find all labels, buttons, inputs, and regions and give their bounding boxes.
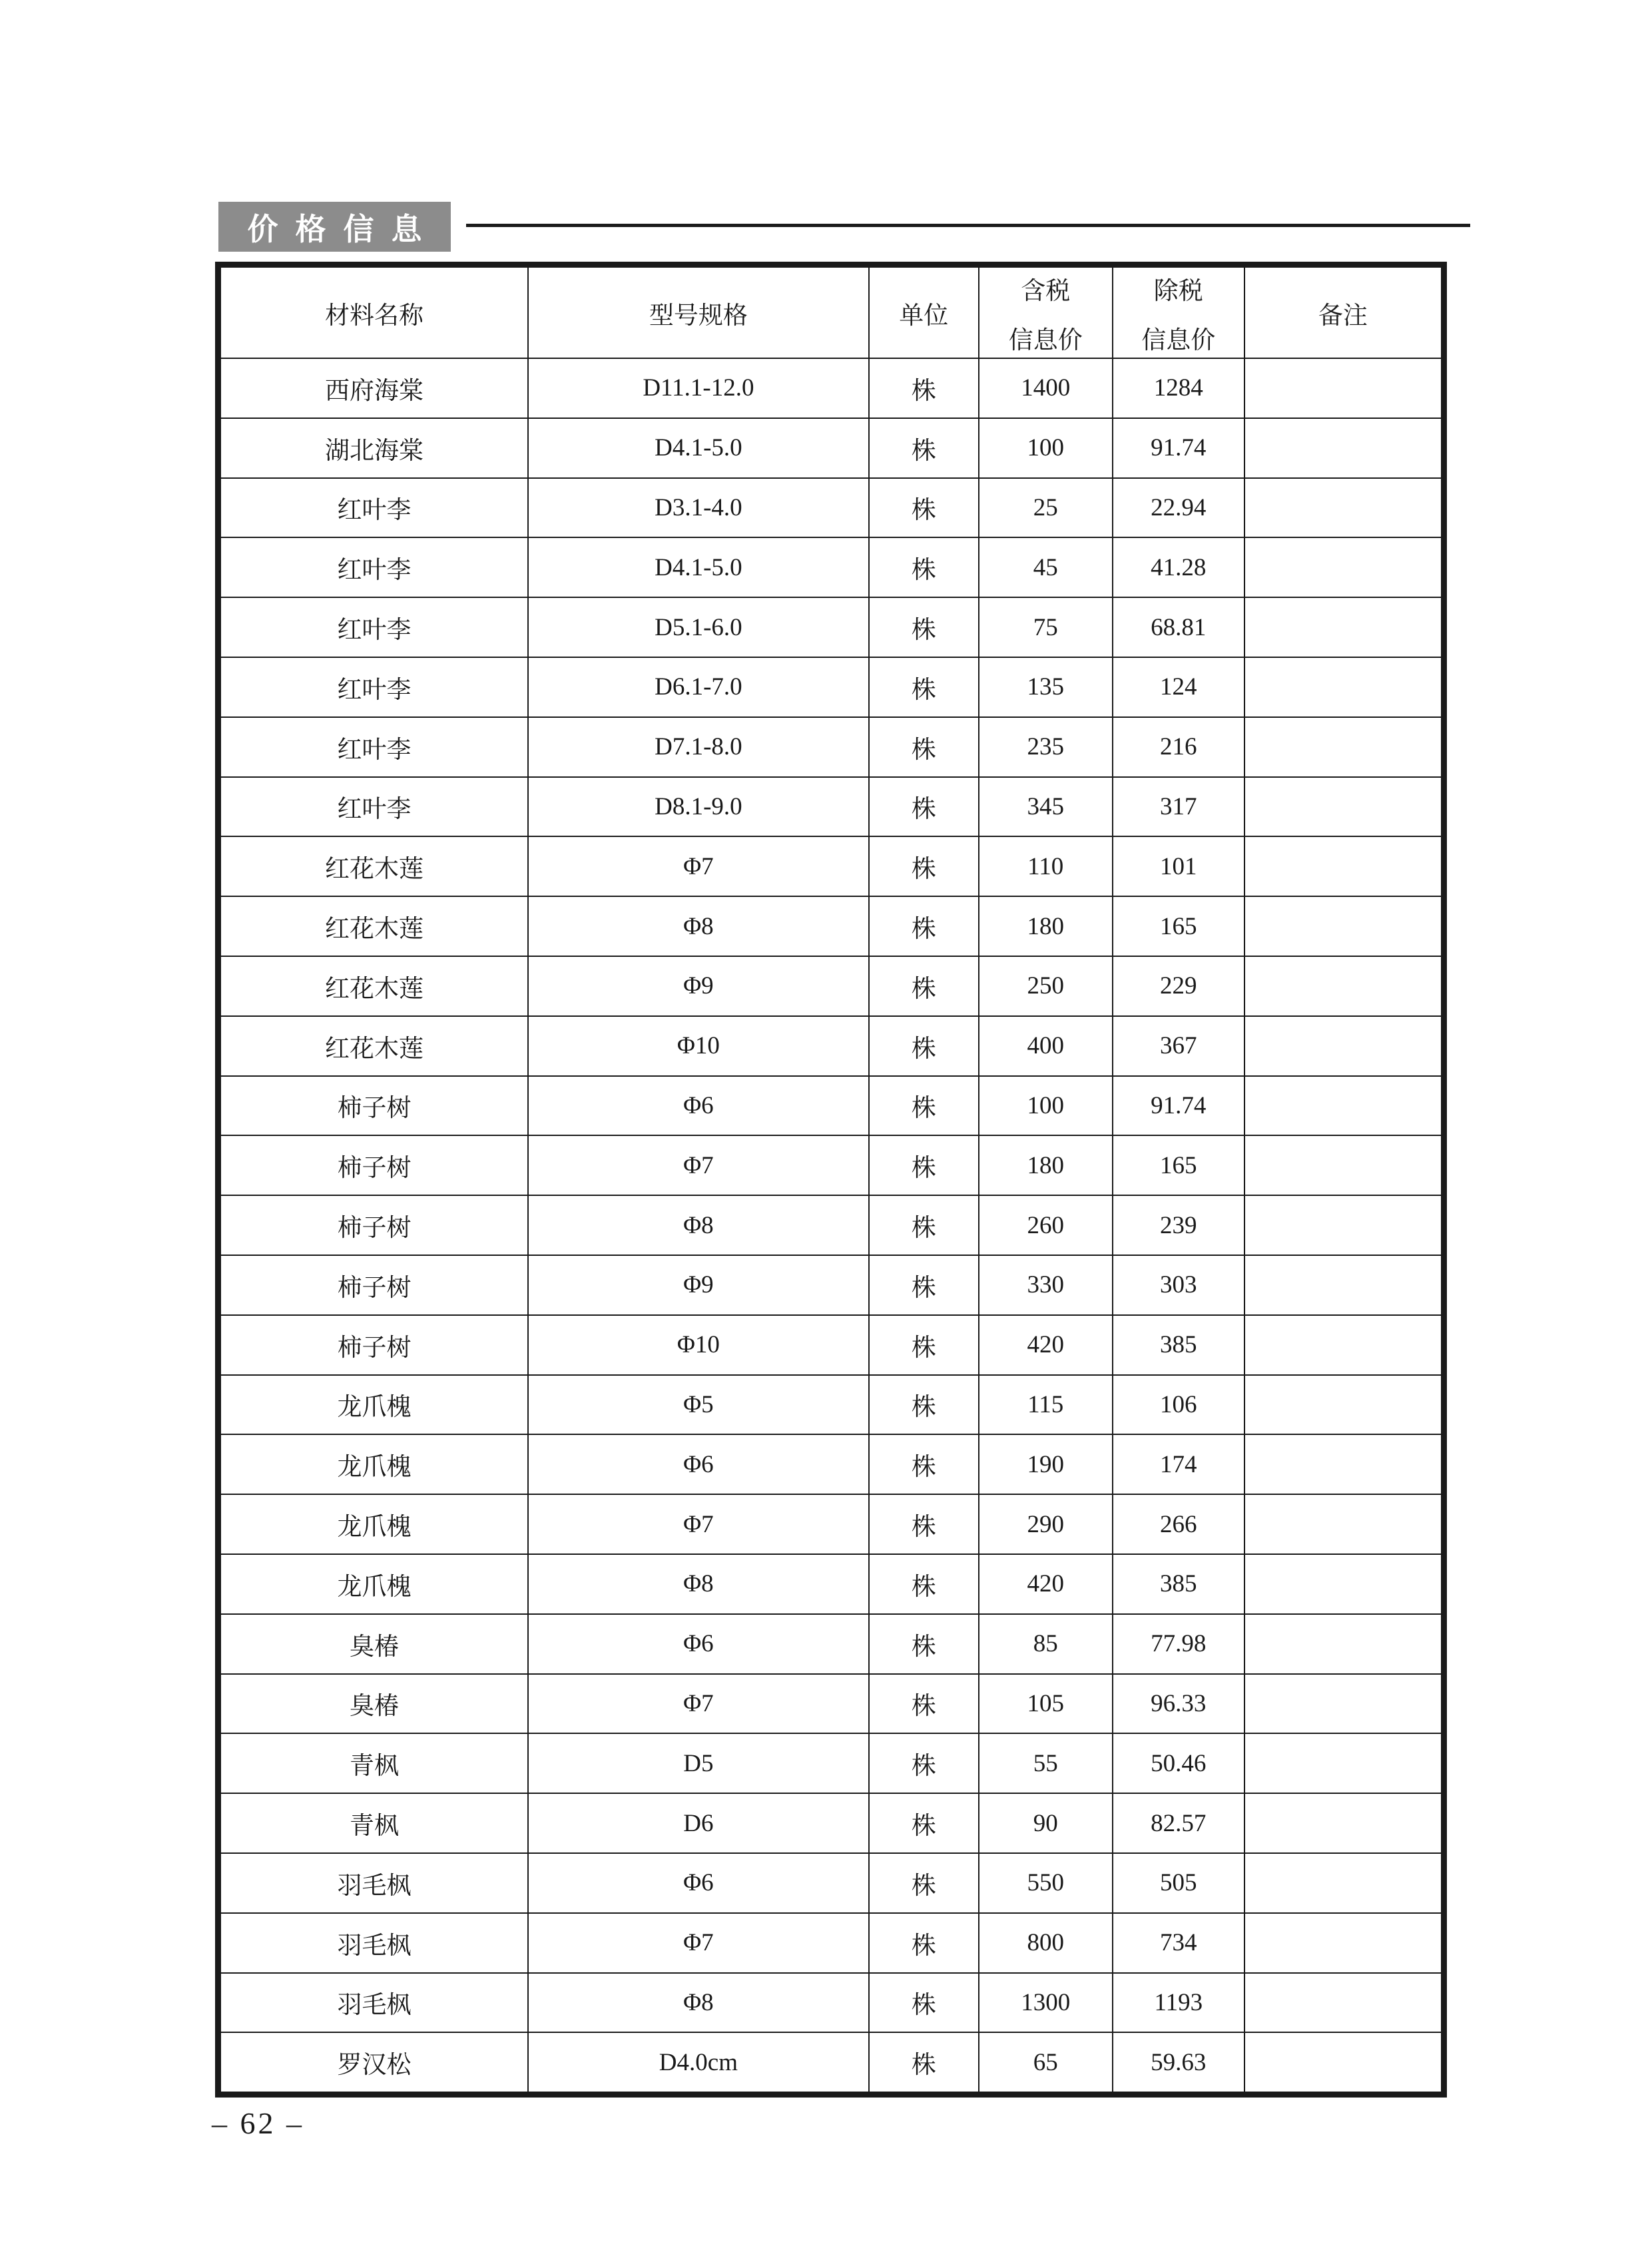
tax-price-cell: 330	[979, 1255, 1113, 1315]
table-row	[218, 478, 1444, 538]
material-cell: 西府海棠	[218, 358, 529, 418]
remark-cell	[1244, 777, 1444, 837]
spec-cell: Φ7	[528, 1674, 869, 1734]
remark-cell	[1244, 597, 1444, 657]
unit-cell: 株	[869, 1016, 979, 1076]
spec-cell: D5	[528, 1733, 869, 1793]
unit-cell: 株	[869, 1195, 979, 1255]
spec-cell: Φ7	[528, 1135, 869, 1195]
material-cell: 青枫	[218, 1793, 529, 1853]
table-row	[218, 358, 1444, 418]
notax-price-cell: 106	[1113, 1375, 1244, 1435]
table-row	[218, 777, 1444, 837]
remark-cell	[1244, 1255, 1444, 1315]
spec-cell: D6.1-7.0	[528, 657, 869, 717]
spec-cell: Φ10	[528, 1315, 869, 1375]
remark-cell	[1244, 1674, 1444, 1734]
material-cell: 红叶李	[218, 597, 529, 657]
material-cell: 红叶李	[218, 717, 529, 777]
spec-cell: D7.1-8.0	[528, 717, 869, 777]
spec-cell: Φ9	[528, 956, 869, 1016]
table-row	[218, 1076, 1444, 1136]
remark-cell	[1244, 1853, 1444, 1913]
spec-cell: D3.1-4.0	[528, 478, 869, 538]
header-unit: 单位	[869, 265, 979, 359]
tax-price-cell: 1300	[979, 1973, 1113, 2033]
material-cell: 龙爪槐	[218, 1554, 529, 1614]
tax-price-cell: 400	[979, 1016, 1113, 1076]
remark-cell	[1244, 657, 1444, 717]
material-cell: 青枫	[218, 1733, 529, 1793]
table-row	[218, 1016, 1444, 1076]
tax-price-cell: 55	[979, 1733, 1113, 1793]
material-cell: 红叶李	[218, 478, 529, 538]
table-body	[218, 358, 1444, 2095]
tax-price-cell: 25	[979, 478, 1113, 538]
spec-cell: Φ8	[528, 1195, 869, 1255]
spec-cell: Φ10	[528, 1016, 869, 1076]
unit-cell: 株	[869, 1554, 979, 1614]
unit-cell: 株	[869, 1614, 979, 1674]
spec-cell: Φ8	[528, 896, 869, 956]
notax-price-cell: 229	[1113, 956, 1244, 1016]
remark-cell	[1244, 1195, 1444, 1255]
tax-price-cell: 190	[979, 1434, 1113, 1494]
material-cell: 柿子树	[218, 1076, 529, 1136]
unit-cell: 株	[869, 717, 979, 777]
remark-cell	[1244, 1016, 1444, 1076]
notax-price-cell: 239	[1113, 1195, 1244, 1255]
notax-price-cell: 59.63	[1113, 2032, 1244, 2094]
remark-cell	[1244, 1554, 1444, 1614]
material-cell: 红花木莲	[218, 1016, 529, 1076]
notax-price-cell: 77.98	[1113, 1614, 1244, 1674]
spec-cell: D8.1-9.0	[528, 777, 869, 837]
tax-price-cell: 135	[979, 657, 1113, 717]
material-cell: 羽毛枫	[218, 1853, 529, 1913]
remark-cell	[1244, 1375, 1444, 1435]
table-row	[218, 657, 1444, 717]
header-spec: 型号规格	[528, 265, 869, 359]
section-title-badge: 价格信息	[218, 202, 451, 252]
table-row	[218, 1315, 1444, 1375]
remark-cell	[1244, 1733, 1444, 1793]
notax-price-cell: 317	[1113, 777, 1244, 837]
material-cell: 红花木莲	[218, 896, 529, 956]
notax-price-cell: 22.94	[1113, 478, 1244, 538]
tax-price-cell: 75	[979, 597, 1113, 657]
remark-cell	[1244, 537, 1444, 597]
tax-price-cell: 100	[979, 1076, 1113, 1136]
tax-price-cell: 345	[979, 777, 1113, 837]
tax-price-cell: 180	[979, 896, 1113, 956]
unit-cell: 株	[869, 1674, 979, 1734]
table-row	[218, 1554, 1444, 1614]
remark-cell	[1244, 478, 1444, 538]
notax-price-cell: 734	[1113, 1913, 1244, 1973]
tax-price-cell: 1400	[979, 358, 1113, 418]
table-row	[218, 537, 1444, 597]
unit-cell: 株	[869, 1076, 979, 1136]
unit-cell: 株	[869, 1853, 979, 1913]
material-cell: 臭椿	[218, 1674, 529, 1734]
spec-cell: Φ7	[528, 1494, 869, 1554]
tax-price-cell: 105	[979, 1674, 1113, 1734]
unit-cell: 株	[869, 478, 979, 538]
table-row	[218, 1494, 1444, 1554]
header-remark: 备注	[1244, 265, 1444, 359]
remark-cell	[1244, 896, 1444, 956]
remark-cell	[1244, 1135, 1444, 1195]
header-notax-price	[1113, 265, 1244, 359]
table-row	[218, 1195, 1444, 1255]
table-row	[218, 1733, 1444, 1793]
material-cell: 红花木莲	[218, 956, 529, 1016]
header-notax-line1: 除税	[1153, 277, 1203, 305]
notax-price-cell: 41.28	[1113, 537, 1244, 597]
remark-cell	[1244, 836, 1444, 896]
table-row	[218, 1973, 1444, 2033]
spec-cell: D4.1-5.0	[528, 537, 869, 597]
header-row	[218, 265, 1444, 359]
spec-cell: Φ6	[528, 1853, 869, 1913]
unit-cell: 株	[869, 1793, 979, 1853]
notax-price-cell: 91.74	[1113, 1076, 1244, 1136]
material-cell: 柿子树	[218, 1255, 529, 1315]
notax-price-cell: 50.46	[1113, 1733, 1244, 1793]
material-cell: 柿子树	[218, 1135, 529, 1195]
remark-cell	[1244, 2032, 1444, 2094]
remark-cell	[1244, 1973, 1444, 2033]
spec-cell: Φ8	[528, 1973, 869, 2033]
notax-price-cell: 367	[1113, 1016, 1244, 1076]
spec-cell: Φ6	[528, 1076, 869, 1136]
headline-rule	[466, 224, 1470, 227]
spec-cell: Φ6	[528, 1434, 869, 1494]
unit-cell: 株	[869, 1913, 979, 1973]
notax-price-cell: 96.33	[1113, 1674, 1244, 1734]
remark-cell	[1244, 1793, 1444, 1853]
spec-cell: D11.1-12.0	[528, 358, 869, 418]
material-cell: 羽毛枫	[218, 1913, 529, 1973]
unit-cell: 株	[869, 1375, 979, 1435]
table-row	[218, 1255, 1444, 1315]
remark-cell	[1244, 1315, 1444, 1375]
tax-price-cell: 65	[979, 2032, 1113, 2094]
remark-cell	[1244, 1434, 1444, 1494]
table-row	[218, 896, 1444, 956]
tax-price-cell: 90	[979, 1793, 1113, 1853]
material-cell: 湖北海棠	[218, 418, 529, 478]
tax-price-cell: 235	[979, 717, 1113, 777]
spec-cell: D6	[528, 1793, 869, 1853]
table-row	[218, 1793, 1444, 1853]
tax-price-cell: 260	[979, 1195, 1113, 1255]
tax-price-cell: 420	[979, 1554, 1113, 1614]
material-cell: 臭椿	[218, 1614, 529, 1674]
header-notax-line2: 信息价	[1141, 326, 1216, 354]
header-tax-price	[979, 265, 1113, 359]
material-cell: 红花木莲	[218, 836, 529, 896]
table-row	[218, 1674, 1444, 1734]
spec-cell: Φ9	[528, 1255, 869, 1315]
remark-cell	[1244, 1913, 1444, 1973]
material-cell: 柿子树	[218, 1195, 529, 1255]
remark-cell	[1244, 717, 1444, 777]
material-cell: 羽毛枫	[218, 1973, 529, 2033]
remark-cell	[1244, 956, 1444, 1016]
table-row	[218, 418, 1444, 478]
notax-price-cell: 174	[1113, 1434, 1244, 1494]
tax-price-cell: 85	[979, 1614, 1113, 1674]
tax-price-cell: 110	[979, 836, 1113, 896]
notax-price-cell: 165	[1113, 1135, 1244, 1195]
unit-cell: 株	[869, 1255, 979, 1315]
remark-cell	[1244, 1614, 1444, 1674]
material-cell: 红叶李	[218, 537, 529, 597]
page-number: – 62 –	[212, 2106, 304, 2140]
material-cell: 红叶李	[218, 777, 529, 837]
notax-price-cell: 82.57	[1113, 1793, 1244, 1853]
header-tax-line2: 信息价	[1008, 326, 1083, 354]
material-cell: 龙爪槐	[218, 1375, 529, 1435]
notax-price-cell: 124	[1113, 657, 1244, 717]
tax-price-cell: 115	[979, 1375, 1113, 1435]
unit-cell: 株	[869, 777, 979, 837]
tax-price-cell: 250	[979, 956, 1113, 1016]
tax-price-cell: 180	[979, 1135, 1113, 1195]
notax-price-cell: 165	[1113, 896, 1244, 956]
table-row	[218, 1853, 1444, 1913]
material-cell: 龙爪槐	[218, 1434, 529, 1494]
table-row	[218, 1434, 1444, 1494]
unit-cell: 株	[869, 418, 979, 478]
remark-cell	[1244, 1494, 1444, 1554]
tax-price-cell: 550	[979, 1853, 1113, 1913]
unit-cell: 株	[869, 956, 979, 1016]
table-row	[218, 717, 1444, 777]
table-row	[218, 1375, 1444, 1435]
notax-price-cell: 303	[1113, 1255, 1244, 1315]
unit-cell: 株	[869, 1494, 979, 1554]
spec-cell: D4.0cm	[528, 2032, 869, 2094]
notax-price-cell: 91.74	[1113, 418, 1244, 478]
tax-price-cell: 290	[979, 1494, 1113, 1554]
table-row	[218, 1135, 1444, 1195]
notax-price-cell: 216	[1113, 717, 1244, 777]
spec-cell: Φ8	[528, 1554, 869, 1614]
spec-cell: D5.1-6.0	[528, 597, 869, 657]
remark-cell	[1244, 418, 1444, 478]
remark-cell	[1244, 358, 1444, 418]
header-tax-line1: 含税	[1021, 277, 1071, 305]
table-row	[218, 2032, 1444, 2094]
table-row	[218, 1913, 1444, 1973]
notax-price-cell: 1193	[1113, 1973, 1244, 2033]
tax-price-cell: 800	[979, 1913, 1113, 1973]
material-cell: 柿子树	[218, 1315, 529, 1375]
notax-price-cell: 68.81	[1113, 597, 1244, 657]
unit-cell: 株	[869, 657, 979, 717]
price-table	[215, 262, 1447, 2098]
table-row	[218, 956, 1444, 1016]
unit-cell: 株	[869, 1733, 979, 1793]
table-row	[218, 1614, 1444, 1674]
notax-price-cell: 505	[1113, 1853, 1244, 1913]
spec-cell: D4.1-5.0	[528, 418, 869, 478]
notax-price-cell: 266	[1113, 1494, 1244, 1554]
tax-price-cell: 420	[979, 1315, 1113, 1375]
tax-price-cell: 45	[979, 537, 1113, 597]
remark-cell	[1244, 1076, 1444, 1136]
unit-cell: 株	[869, 2032, 979, 2094]
unit-cell: 株	[869, 1135, 979, 1195]
notax-price-cell: 385	[1113, 1315, 1244, 1375]
unit-cell: 株	[869, 896, 979, 956]
header-material: 材料名称	[218, 265, 529, 359]
unit-cell: 株	[869, 597, 979, 657]
table-row	[218, 836, 1444, 896]
unit-cell: 株	[869, 358, 979, 418]
notax-price-cell: 385	[1113, 1554, 1244, 1614]
material-cell: 龙爪槐	[218, 1494, 529, 1554]
spec-cell: Φ7	[528, 1913, 869, 1973]
unit-cell: 株	[869, 537, 979, 597]
tax-price-cell: 100	[979, 418, 1113, 478]
spec-cell: Φ5	[528, 1375, 869, 1435]
material-cell: 红叶李	[218, 657, 529, 717]
unit-cell: 株	[869, 1434, 979, 1494]
spec-cell: Φ7	[528, 836, 869, 896]
unit-cell: 株	[869, 1315, 979, 1375]
spec-cell: Φ6	[528, 1614, 869, 1674]
unit-cell: 株	[869, 1973, 979, 2033]
table-header	[218, 265, 1444, 359]
material-cell: 罗汉松	[218, 2032, 529, 2094]
unit-cell: 株	[869, 836, 979, 896]
table-row	[218, 597, 1444, 657]
notax-price-cell: 1284	[1113, 358, 1244, 418]
notax-price-cell: 101	[1113, 836, 1244, 896]
